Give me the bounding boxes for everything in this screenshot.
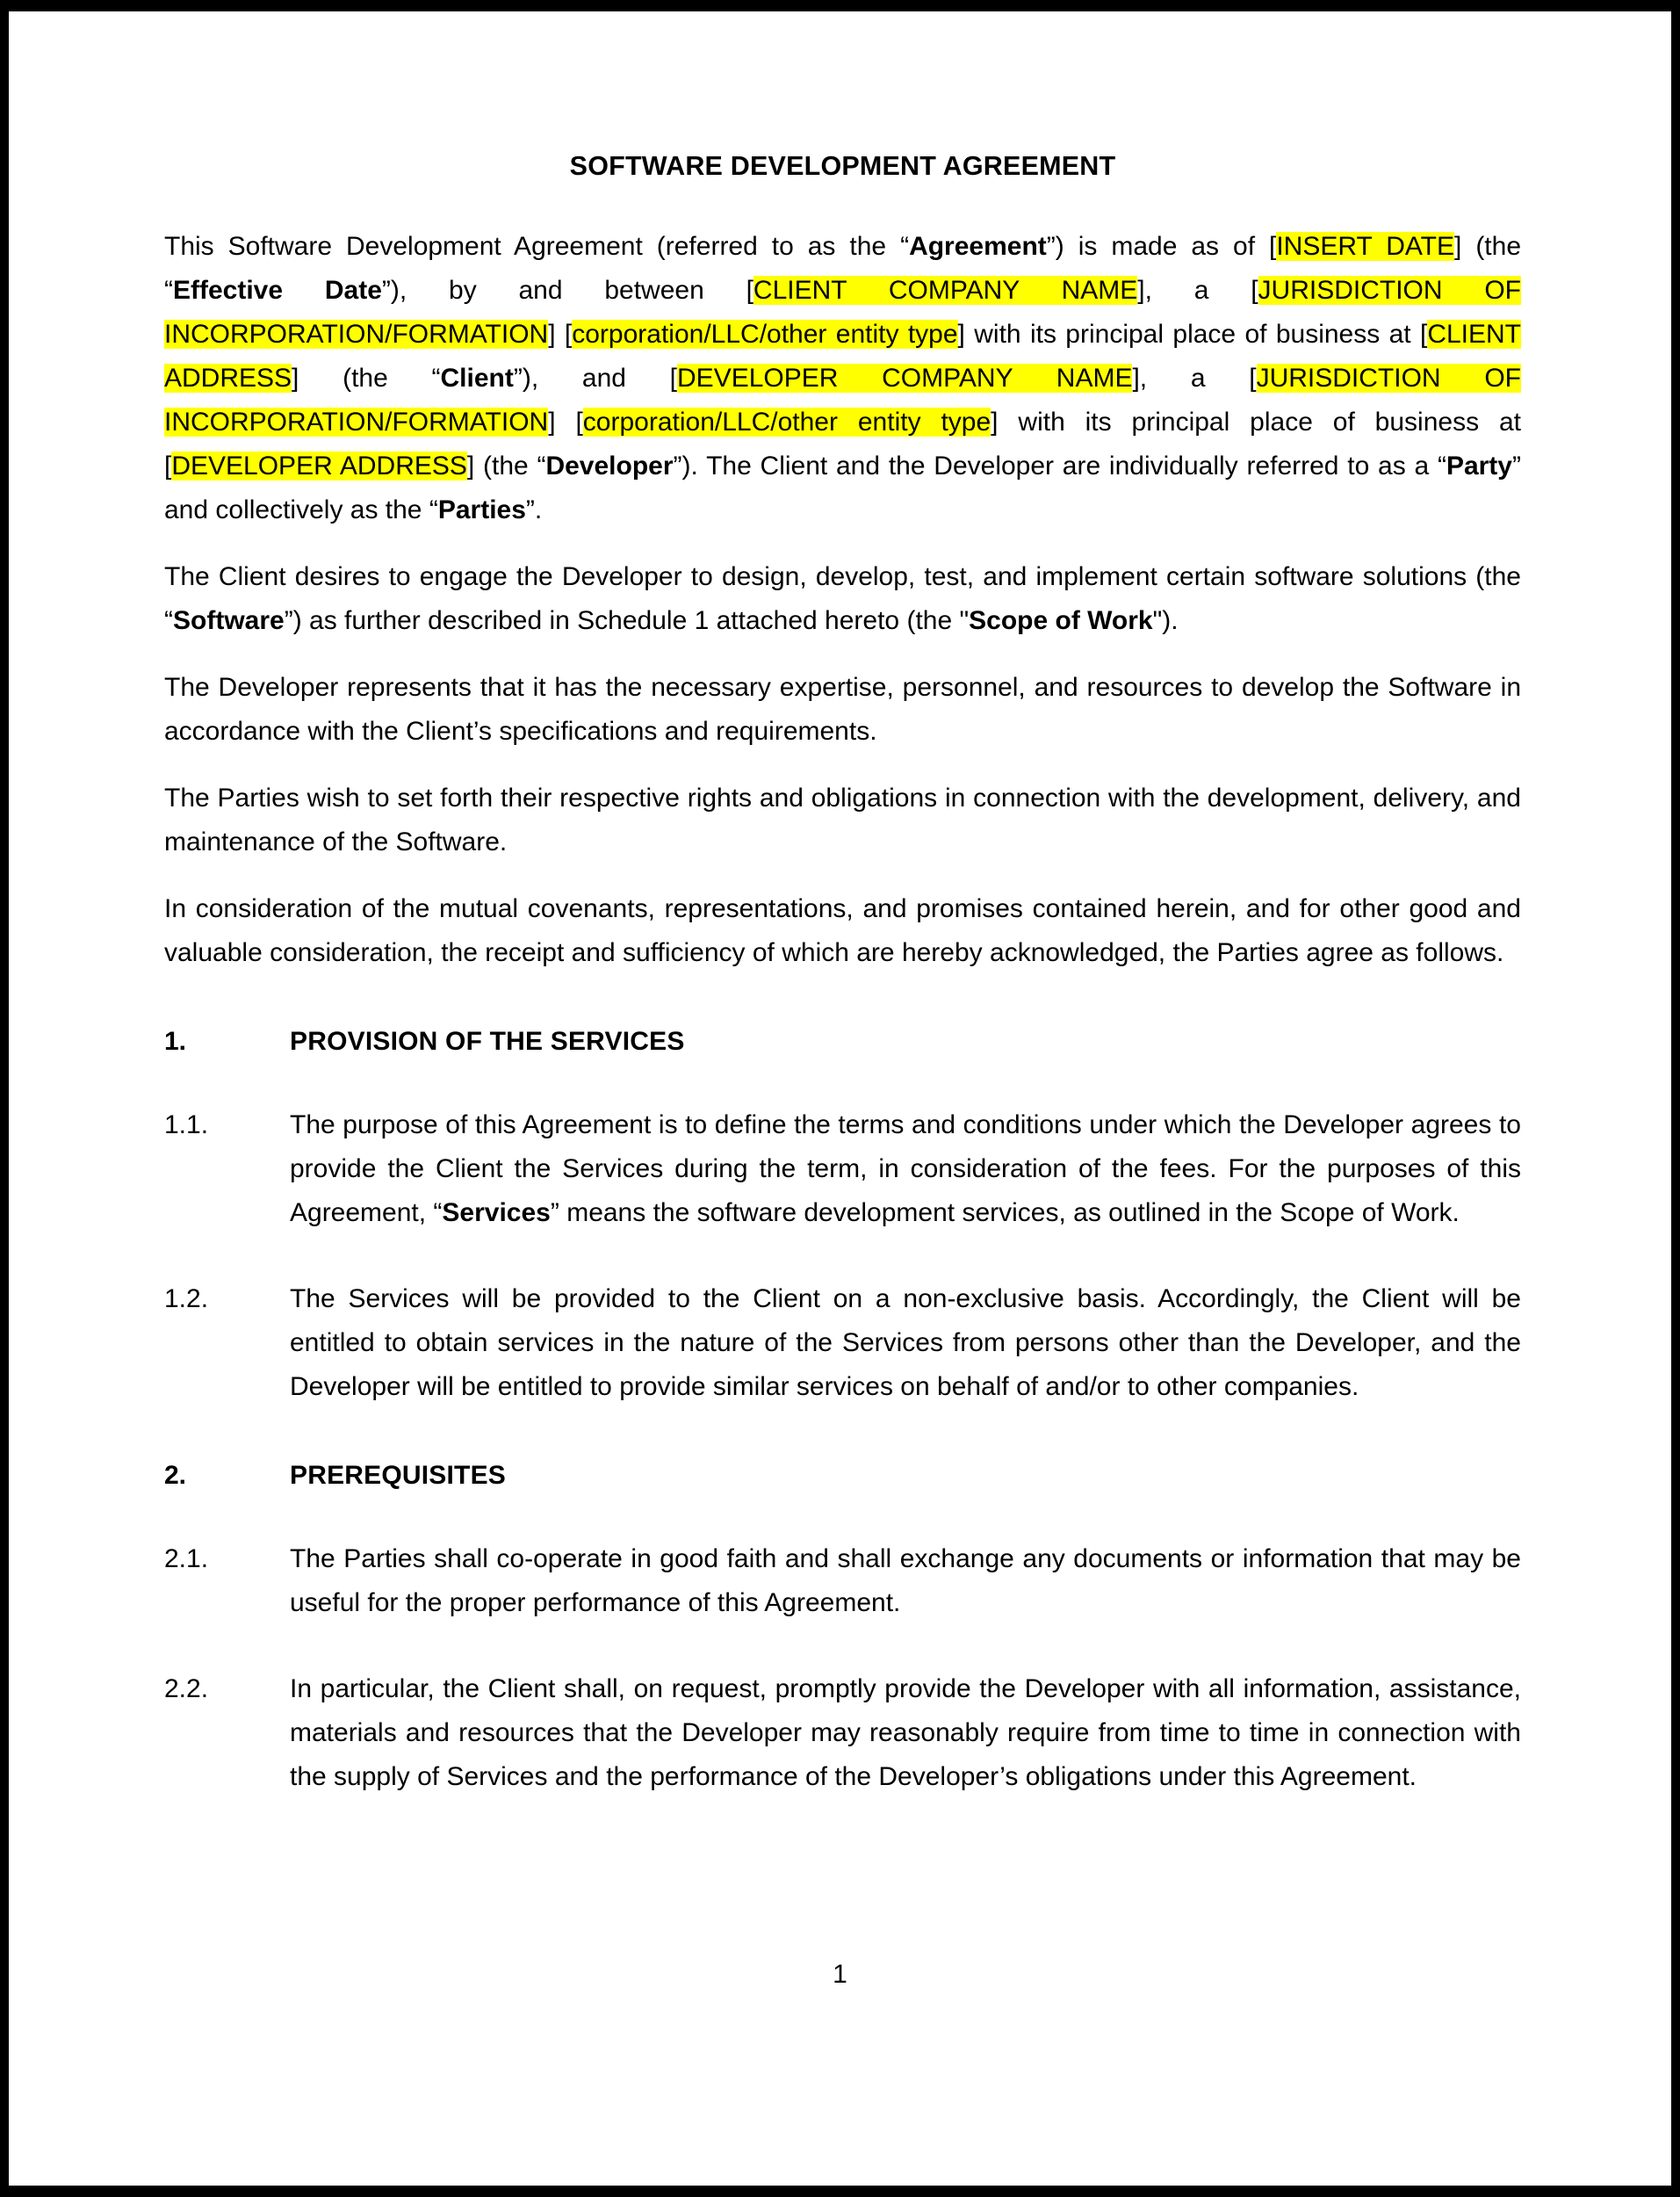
text-run: This Software Development Agreement (referred to as the “ — [164, 231, 910, 261]
preamble-paragraph-rights — [164, 777, 1521, 864]
placeholder-developer-entity-type: corporation/LLC/other entity type — [582, 407, 991, 437]
defined-term-effective-date: Effective Date — [173, 275, 382, 305]
placeholder-developer-address: DEVELOPER ADDRESS — [171, 451, 467, 481]
clause-number: 2.1. — [164, 1543, 209, 1573]
section-heading-1 — [164, 1023, 1521, 1061]
text-run: ”), by and between [ — [381, 275, 753, 305]
placeholder-client-company-name: CLIENT COMPANY NAME — [753, 275, 1138, 305]
defined-term-developer: Developer — [545, 451, 674, 481]
text-run: ” means the software development services, as outlined in the Scope of Work. — [550, 1197, 1460, 1227]
section-heading-2 — [164, 1456, 1521, 1495]
text-run: The Client desires to engage the Developer to design, develop, test, and implement certain software solutions (the “ — [164, 561, 1521, 635]
text-run: ] (the “ — [164, 231, 1522, 305]
placeholder-developer-company-name: DEVELOPER COMPANY NAME — [677, 363, 1133, 393]
text-run: ] (the “ — [466, 451, 546, 481]
clause-number: 1.1. — [164, 1109, 209, 1139]
clause-number: 2.2. — [164, 1673, 209, 1703]
page-inner — [9, 11, 1671, 2186]
text-run: In consideration of the mutual covenants, representations, and promises contained herein, and for other good and valuable consideration, the receipt and sufficiency of which are hereby acknowledged, the Parties agree as follows. — [164, 893, 1521, 967]
text-run: "). — [1152, 605, 1179, 635]
preamble-paragraph-expertise — [164, 666, 1521, 754]
text-run: The purpose of this Agreement is to define the terms and conditions under which the Developer agrees to provide the Client the Services during the term, in consideration of the fees. For the purposes of this Agreement, “ — [290, 1109, 1521, 1227]
preamble-paragraph-consideration — [164, 887, 1521, 975]
preamble-paragraph-parties — [164, 225, 1521, 532]
placeholder-insert-date: INSERT DATE — [1276, 231, 1455, 261]
text-run: ] [ — [548, 319, 573, 349]
clause-text — [290, 1277, 1521, 1409]
text-run: ] (the “ — [292, 363, 441, 393]
section-number: 1. — [164, 1026, 187, 1056]
text-run: ] with its principal place of business at [ — [957, 319, 1428, 349]
text-run: ”), and [ — [513, 363, 678, 393]
text-run: ] [ — [548, 407, 583, 437]
text-run: ”. — [525, 495, 543, 524]
placeholder-developer-jurisdiction: JURISDICTION OF INCORPORATION/FORMATION — [164, 363, 1521, 437]
placeholder-client-address: CLIENT ADDRESS — [164, 319, 1521, 393]
defined-term-scope-of-work: Scope of Work — [969, 605, 1153, 635]
placeholder-client-jurisdiction: JURISDICTION OF INCORPORATION/FORMATION — [164, 275, 1522, 349]
clause-2-2 — [164, 1667, 1521, 1799]
clause-text — [290, 1537, 1521, 1625]
section-title: PROVISION OF THE SERVICES — [290, 1026, 685, 1056]
text-run: ] with its principal place of business at [ — [164, 407, 1522, 481]
preamble-paragraph-software — [164, 555, 1521, 643]
document-body — [164, 150, 1521, 1799]
page-title: SOFTWARE DEVELOPMENT AGREEMENT — [569, 151, 1116, 181]
section-number: 2. — [164, 1460, 187, 1490]
defined-term-party: Party — [1446, 451, 1512, 481]
clause-1-2 — [164, 1277, 1521, 1409]
clause-text — [290, 1667, 1521, 1799]
clause-text — [290, 1103, 1521, 1235]
text-run: ”). The Client and the Developer are individually referred to as a “ — [673, 451, 1446, 481]
text-run: ], a [ — [1137, 275, 1258, 305]
clause-1-1 — [164, 1103, 1521, 1235]
clause-number: 1.2. — [164, 1283, 209, 1313]
defined-term-services: Services — [442, 1197, 551, 1227]
defined-term-software: Software — [173, 605, 285, 635]
defined-term-agreement: Agreement — [909, 231, 1047, 261]
defined-term-client: Client — [440, 363, 514, 393]
section-title: PREREQUISITES — [290, 1460, 506, 1490]
text-run: The Parties shall co-operate in good faith and shall exchange any documents or information that may be useful for the proper performance of this Agreement. — [290, 1543, 1521, 1617]
text-run: ”) as further described in Schedule 1 attached hereto (the " — [284, 605, 970, 635]
text-run: ” and collectively as the “ — [164, 451, 1521, 524]
defined-term-parties: Parties — [437, 495, 526, 524]
text-run: ”) is made as of [ — [1046, 231, 1277, 261]
text-run: The Parties wish to set forth their respective rights and obligations in connection with the development, delivery, and maintenance of the Software. — [164, 783, 1521, 856]
text-run: ], a [ — [1132, 363, 1257, 393]
page-number-footer: 1 — [833, 1960, 847, 1989]
text-run: The Developer represents that it has the necessary expertise, personnel, and resources to develop the Software in accordance with the Client’s specifications and requirements. — [164, 672, 1521, 746]
text-run: The Services will be provided to the Client on a non-exclusive basis. Accordingly, the Client will be entitled to obtain services in the nature of the Services from persons other than the Developer, and the Developer will be entitled to provide similar services on behalf of and/or to other companies. — [290, 1283, 1521, 1401]
clause-2-1 — [164, 1537, 1521, 1625]
placeholder-client-entity-type: corporation/LLC/other entity type — [572, 319, 958, 349]
text-run: In particular, the Client shall, on request, promptly provide the Developer with all information, assistance, materials and resources that the Developer may reasonably require from time to time in connection with the supply of Services and the performance of the Developer’s obligations under this Agreement. — [290, 1673, 1521, 1791]
